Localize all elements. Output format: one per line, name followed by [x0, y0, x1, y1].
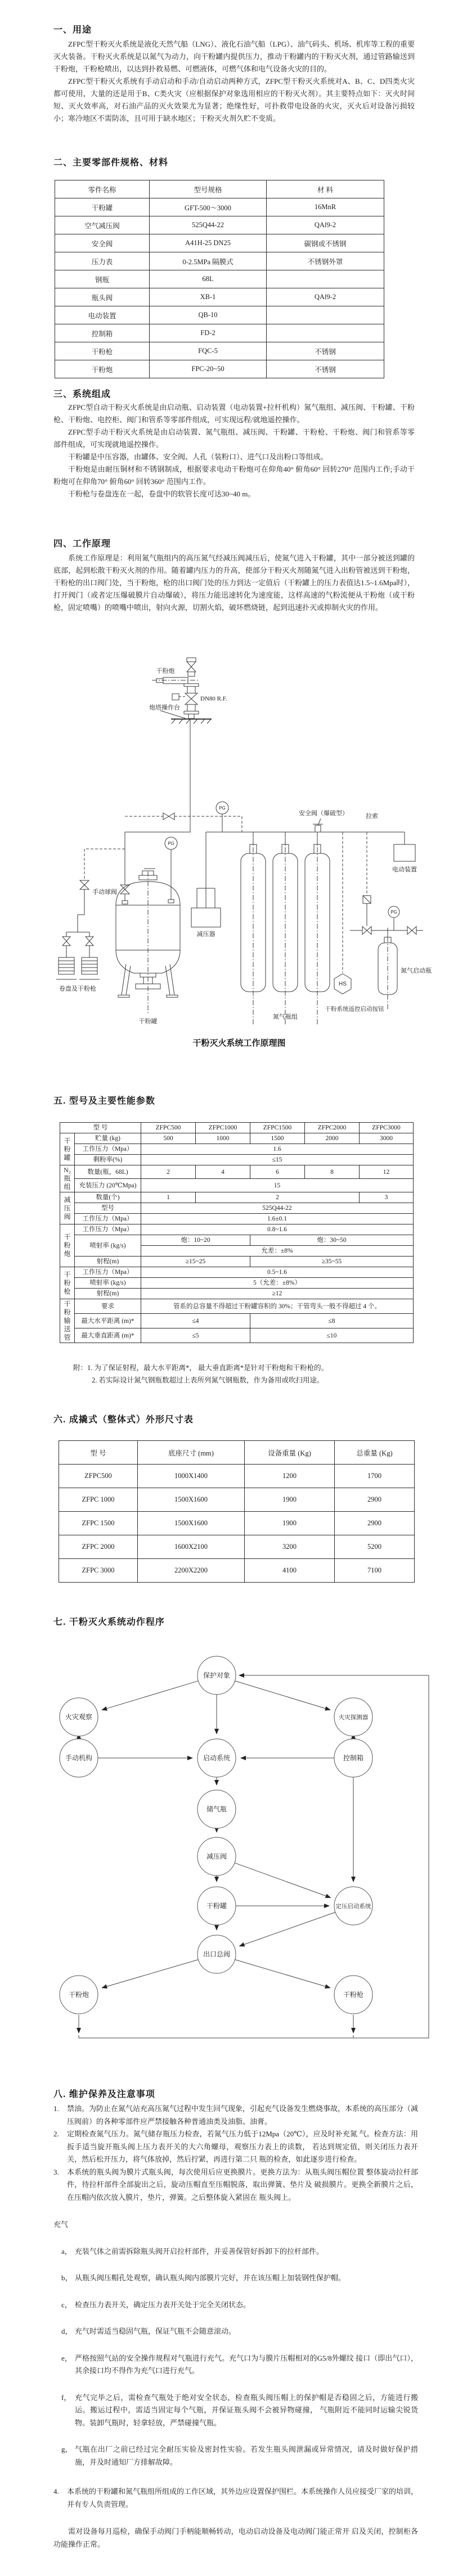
table-cell: 1900 — [245, 1488, 335, 1512]
table-cell: 1200 — [245, 1465, 335, 1488]
hs-label: HS — [339, 981, 347, 987]
table-row — [55, 216, 384, 234]
table-cell: 钢瓶 — [55, 270, 150, 288]
table-cell: 7100 — [335, 1559, 415, 1583]
table-cell: 1500X1600 — [138, 1512, 245, 1535]
remote-control-line — [84, 813, 242, 880]
table-row — [60, 1214, 414, 1224]
table-cell: 4 — [196, 1165, 250, 1179]
item-number: c， — [61, 2300, 72, 2309]
charging-item — [61, 2299, 418, 2312]
table-cell: 总重量 (Kg) — [335, 1441, 415, 1465]
table-cell: 6 — [250, 1165, 305, 1179]
table-row — [60, 1123, 414, 1133]
table-group-cell: 干粉炮 — [60, 1224, 75, 1267]
table-row — [59, 1441, 415, 1465]
flow-edge-fixedstart-outlet — [240, 1912, 335, 1946]
table-cell: 喷射率 (kg/s) — [75, 1278, 141, 1289]
table-group-cell: 干粉罐 — [60, 1133, 75, 1165]
pressure-gauge-1 — [165, 837, 177, 900]
table-row — [60, 1155, 414, 1165]
table-row — [60, 1203, 414, 1214]
table-cell: 空气减压阀 — [55, 216, 150, 234]
item-text: 充气完毕之后，需检查气瓶处于绝对安全状态，检查瓶头阀压帽上的保护帽是否稳固之后，方能进行搬运。搬运过程中，需适当固定每个气瓶，并保证瓶头阀不会被异物碰撞， 气瓶附近不能同时运输尖锐货物。装卸气瓶时，轻拿轻放，严禁碰撞气瓶。 — [75, 2393, 418, 2427]
table-cell: 4100 — [245, 1559, 335, 1583]
table-cell: ≥35~55 — [250, 1257, 414, 1267]
table-cell: 底座尺寸 (mm) — [138, 1441, 245, 1465]
flow-edge-outlet-cannon — [102, 1960, 198, 1988]
paragraph: ZFPC型干粉灭火系统是液化天然气船（LNG）、液化石油气船（LPG）、油气码头、机场、机库等工程的重要灭火装备。干粉灭火系统是以氮气为动力，向干粉罐内提供压力，推动干粉罐内的干粉灭火剂，通过管路输送到干粉炮，干粉枪喷出，以达到扑救易燃、可燃液体，可燃气体和电气设备火灾的目的。 — [53, 40, 415, 73]
table-cell: ZFPC500 — [59, 1465, 138, 1488]
table-cell: 型 号 — [60, 1123, 141, 1133]
table-cell: QAl9-2 — [267, 288, 384, 306]
maintenance-item — [53, 2128, 418, 2166]
section-2-heading: 二、主要零部件规格、材料 — [53, 158, 169, 168]
starter-bottle-symbol — [350, 832, 423, 1011]
cable-label: 拉索 — [366, 813, 378, 820]
table-cell: 控制箱 — [55, 324, 150, 342]
table-cell: 2900 — [335, 1512, 415, 1535]
table-cell: 射程(m) — [75, 1289, 141, 1299]
table-cell: 干粉枪 — [55, 342, 150, 360]
item-text: 充装气体之前需拆除瓶头阀开启拉杆部件，并妥善保管好拆卸下的拉杆部件。 — [75, 2247, 324, 2256]
table-cell: 工作压力（Mpa） — [75, 1224, 141, 1235]
table-cell: 工作压力（Mpa） — [75, 1267, 141, 1278]
table-group-cell: 干粉输送管 — [60, 1299, 75, 1343]
paragraph: ZFPC型手动干粉灭火系统是由启动装置、氮气瓶组、减压阀、干粉罐、干粉枪、干粉炮、阀门和管系等零部件组成，可实现就地遥控操作。 — [53, 428, 415, 449]
starter-bottle-label: 氮气启动瓶 — [401, 968, 432, 974]
table-cell: 型号规格 — [150, 180, 267, 198]
item-text: 充气时需适当稳固气瓶，保证气瓶不会随意滚动。 — [75, 2327, 236, 2335]
closing-paragraph: 需对设备每月巡检，确保手动阀门手柄能顺畅转动，电动启动设备及电动阀门能正常开 启及关闭，控制柜各功能操作正常。 — [53, 2527, 418, 2548]
table-row — [60, 1257, 414, 1267]
table-cell: 材 料 — [267, 180, 384, 198]
table-cell: 500 — [141, 1133, 196, 1144]
flow-node-label-gasbottle: 储气瓶 — [206, 1805, 227, 1813]
table-cell: 工作压力（Mpa） — [75, 1214, 141, 1224]
table-notes — [0, 1362, 467, 1386]
item-number: 1. — [53, 2104, 59, 2113]
table-cell: 不锈钢外罩 — [267, 252, 384, 270]
table-cell: 3200 — [245, 1535, 335, 1559]
safety-valve-label: 安全阀（爆破型） — [299, 810, 348, 817]
table-cell: 充装压力 (20℃Mpa) — [75, 1179, 141, 1192]
paragraph: 干粉枪与卷盘连在一起，卷盘中的软管长度可达30~40 m。 — [68, 490, 255, 498]
table-cell: 压力表 — [55, 252, 150, 270]
table-row — [55, 324, 384, 342]
system-schematic — [0, 647, 467, 1068]
n2-group-label: 氮气瓶组 — [273, 1014, 298, 1020]
paragraph: 系统工作原理是：利用氮气瓶组内的高压氮气经减压阀减压后，使氮气进入干粉罐，其中一部分被送到罐的底部，起到松散干粉灭火剂的作用。随着罐内压力的升高，使部分干粉灭火剂随氮气进入出粉管被送到干粉炮，干粉枪的出口阀门处，当干粉炮，枪的出口阀门处的压力到达一定值后（干粉罐上的压力表值达1.5~1.6Mpa时），打开阀门（或者定压爆破膜片自动爆破），将压力能迅速转化为速度能，这样高速的气粉流便从干粉炮（或干粉枪，固定喷嘴）的喷嘴中喷出，射向火源，切割火焰，破坏燃烧链，起到迅速扑灭或抑制火灾的作用。 — [53, 554, 415, 612]
section-8-heading: 八. 维护保养及注意事项 — [53, 2090, 155, 2099]
remote-button-label: 干粉系统遥控启动按钮 — [325, 1006, 384, 1013]
table-cell: 最大水平距离 (m)* — [75, 1314, 141, 1328]
table-row — [55, 180, 384, 198]
table-row — [60, 1235, 414, 1246]
table-cell: 数量(个) — [75, 1192, 141, 1203]
table-row — [60, 1267, 414, 1278]
nitrogen-cylinder-group — [241, 832, 330, 1024]
flow-node-label-tank: 干粉罐 — [206, 1902, 227, 1910]
table-cell: ZFPC 3000 — [59, 1559, 138, 1583]
flow-edge-outlet-gun — [235, 1960, 330, 1988]
section-1-body — [53, 38, 415, 125]
section-6-heading: 六. 成撬式（整体式）外形尺寸表 — [53, 1415, 194, 1425]
table-cell: 5（允差：±8%） — [141, 1278, 414, 1289]
item-number: d， — [61, 2327, 73, 2335]
section-4-body — [53, 552, 415, 614]
table-cell — [267, 270, 384, 288]
paragraph: ZFPC型自动干粉灭火系统是由启动瓶、启动装置（电动装置+拉杆机构）氮气瓶组、减压阀、干粉罐、干粉枪、干粉炮、电控柜、阀门和管系等零部件组成，可实现远程/就地遥控操作。 — [53, 403, 415, 424]
table-row — [55, 288, 384, 306]
table-cell — [267, 306, 384, 324]
table-cell: 1.6±0.1 — [141, 1214, 414, 1224]
platform-label: 炮塔操作台 — [149, 704, 180, 711]
table-cell: ZFPC500 — [141, 1123, 196, 1133]
table-cell: ≥12 — [141, 1289, 414, 1299]
dimensions-table — [59, 1440, 415, 1583]
section-8-body — [53, 2103, 418, 2551]
table-cell: ≤10 — [250, 1328, 414, 1343]
table-row — [55, 234, 384, 252]
pressure-reducer-symbol — [191, 832, 221, 927]
table-cell: 525Q44-22 — [141, 1203, 414, 1214]
parts-spec-table — [55, 180, 384, 378]
flange-label: DN80 R.F. — [200, 695, 227, 702]
charging-item — [61, 2272, 418, 2285]
table-row — [60, 1192, 414, 1203]
reel-gun-label: 卷盘及干粉枪 — [59, 986, 96, 992]
flow-edge-protect-observe — [102, 1681, 198, 1710]
item-number: 2. — [53, 2130, 59, 2138]
cannon-label: 干粉炮 — [156, 668, 175, 675]
flow-node-label-start: 启动系统 — [203, 1754, 231, 1762]
table-row — [55, 360, 384, 378]
electric-device-label: 电动装置 — [392, 866, 417, 873]
section-5-heading: 五. 型号及主要性能参数 — [53, 1096, 155, 1106]
table-cell: 1000X1400 — [138, 1465, 245, 1488]
table-row — [60, 1278, 414, 1289]
item-number: g， — [61, 2445, 73, 2453]
table-cell: ZFPC2000 — [305, 1123, 360, 1133]
table-cell: 1.6 — [141, 1144, 414, 1155]
table-cell: 16MnR — [267, 198, 384, 216]
table-cell: 型 号 — [59, 1441, 138, 1465]
table-cell: 1 — [141, 1192, 196, 1203]
table-cell: 安全阀 — [55, 234, 150, 252]
table-cell: FPC-20~50 — [150, 360, 267, 378]
table-cell: 干粉罐 — [55, 198, 150, 216]
pg3-label: PG — [390, 910, 397, 915]
pg1-label: PG — [168, 841, 174, 846]
item-number: e， — [61, 2353, 72, 2362]
table-cell: 干粉炮 — [55, 360, 150, 378]
table-cell: 设备重量 (Kg) — [245, 1441, 335, 1465]
table-cell: ≤15 — [141, 1155, 414, 1165]
item-text: 检查压力表开关，确定压力表开关处于完全关闭状态。 — [75, 2300, 251, 2309]
table-cell: 不锈钢 — [267, 342, 384, 360]
table-cell: ZFPC3000 — [360, 1123, 414, 1133]
remote-start-button-symbol — [334, 832, 351, 994]
charging-item — [61, 2325, 418, 2338]
item-text: 定期检查氮气压力。氮气储存瓶压力检查，若氮气压力低于12Mpa（20℃），应及时补充氮 气。检查方法：用扳手适当旋开瓶头阀上压力表开关的大六角螺母，观察压力表上的读数， 若达到规定值，则关闭压力表开关，然后松开压力，将气体放掉，然后拧紧，再进行第二只 瓶的检查，如此逐步进行检查。 — [67, 2130, 418, 2163]
table-cell: ZFPC 2000 — [59, 1535, 138, 1559]
table-cell: 1000 — [196, 1133, 250, 1144]
maintenance-item — [53, 2103, 418, 2128]
flow-edge-reducer-fixedstart — [235, 1863, 331, 1898]
table-cell: 3000 — [360, 1133, 414, 1144]
table-cell: ZFPC1500 — [250, 1123, 305, 1133]
table-cell: ≤4 — [141, 1314, 250, 1328]
hose-reels-symbol — [56, 932, 100, 979]
table-row — [59, 1488, 415, 1512]
maintenance-item — [53, 2485, 418, 2511]
table-cell: 零件名称 — [55, 180, 150, 198]
table-cell: ≤8 — [250, 1314, 414, 1328]
flow-node-label-gun: 干粉枪 — [343, 1991, 364, 1999]
item-text: 本系统的干粉罐和氮气瓶组所组成的工作区域，其外边应设置保护围栏。本系统操作人员应接受厂家的培训，并有专人负责管理。 — [67, 2487, 419, 2509]
charging-item — [61, 2443, 418, 2469]
manual-ball-valve-label: 手动球阀 — [92, 889, 117, 896]
note-line: 附：1. 为了保证射程，最大水平距离*， 最大垂直距离*是针对干粉炮和干粉枪的。 — [73, 1364, 329, 1372]
charging-item — [61, 2352, 418, 2378]
flow-node-label-manual: 手动机构 — [65, 1754, 93, 1762]
table-cell: FQC-5 — [150, 342, 267, 360]
powder-tank-label: 干粉罐 — [138, 1018, 158, 1025]
table-cell: ZFPC 1500 — [59, 1512, 138, 1535]
table-row — [60, 1165, 414, 1179]
table-row — [60, 1179, 414, 1192]
section-3-heading: 三、系统组成 — [53, 390, 111, 399]
table-cell: 1600X2100 — [138, 1535, 245, 1559]
table-cell: 0-2.5MPa 隔膜式 — [150, 252, 267, 270]
flow-node-label-detector: 火灾探测器 — [338, 1715, 369, 1721]
table-cell: XB-1 — [150, 288, 267, 306]
flow-node-label-control: 控制箱 — [343, 1754, 364, 1762]
table-cell: ≤5 — [141, 1328, 250, 1343]
section-1-heading: 一、用途 — [53, 25, 92, 35]
table-cell: 管系的总容量不得超过干粉罐容积的 30%；干管弯头一般不得超过 4 个。 — [141, 1299, 414, 1314]
paragraph: 干粉炮是由耐压铜材和不锈钢制成，根据要求电动干粉炮可在仰角40° 俯角60° 回转270° 范围内工作;手动干粉炮可在仰角70° 俯角60° 回转360° 范围内工作。 — [53, 465, 415, 486]
table-cell: 1500X1600 — [138, 1488, 245, 1512]
section-3-body — [53, 401, 415, 500]
paragraph: 干粉罐是中压容器，由罐体、安全阀、人孔（装粉口）、进气口及出粉口等组成。 — [68, 453, 328, 461]
table-cell: 最大垂直距离 (m)* — [75, 1328, 141, 1343]
table-cell: 电动装置 — [55, 306, 150, 324]
table-cell: A41H-25 DN25 — [150, 234, 267, 252]
table-cell: QAl9-2 — [267, 216, 384, 234]
table-cell: 喷射率 (kg/s) — [75, 1235, 141, 1257]
table-cell: 2000 — [305, 1133, 360, 1144]
table-cell: 2900 — [335, 1488, 415, 1512]
flow-node-label-reducer: 减压阀 — [206, 1852, 227, 1860]
table-cell: QB-10 — [150, 306, 267, 324]
table-cell: ZFPC 1000 — [59, 1488, 138, 1512]
table-row — [55, 198, 384, 216]
table-cell: 剩粉率(%) — [75, 1155, 141, 1165]
paragraph: ZFPC型干粉灭火系统有手动启动和手动/自动启动两种方式，ZFPC型干粉灭火系统对A、B、C、D四类火灾都可使用，大量的还是用于B、C类火灾（应根据保护对象选用相应的干粉灭火剂）。其主要特点如下：灭火时间短、灭火效率高，对石油产品的灭火效果尤为显著；绝缘性好，可扑救带电设备的火灾，灭火后对设备污损较小；寒冷地区不需防冻，且可用于缺水地区；干粉灭火剂久贮不变质。 — [53, 77, 415, 123]
table-cell: 贮量 (kg) — [75, 1133, 141, 1144]
table-cell: 工作压力（Mpa） — [75, 1144, 141, 1155]
table-group-cell: N₂瓶组 — [60, 1165, 75, 1192]
item-text: 本系统的瓶头阀为膜片式瓶头阀，每次使用后应更换膜片。更换方法为：从瓶头阀压帽位置 整体旋动拉杆部件，待拉杆部件全部旋出之后，旋动压帽直至压帽脱落，取出弹簧、垫片及 破损膜片。更换全新膜片之后，在压帽内依次放入膜片，垫片，弹簧。之后整体旋入紧固在 瓶头阀上。 — [67, 2167, 418, 2202]
table-cell: 炮：10~20 — [141, 1235, 250, 1246]
table-row — [60, 1328, 414, 1343]
table-cell: 碳钢或不锈钢 — [267, 234, 384, 252]
flow-node-label-outlet: 出口总阀 — [203, 1950, 231, 1958]
reducer-label: 减压器 — [196, 931, 215, 938]
table-row — [59, 1535, 415, 1559]
table-cell: 0.8~1.6 — [141, 1224, 414, 1235]
item-number: f， — [61, 2393, 71, 2402]
action-flowchart — [0, 1647, 467, 2066]
section-4-heading: 四、工作原理 — [53, 539, 111, 549]
table-cell: FD-2 — [150, 324, 267, 342]
table-row — [55, 252, 384, 270]
item-number: 4. — [53, 2487, 59, 2496]
charging-item — [61, 2245, 418, 2258]
charging-subheading: 充气 — [53, 2220, 69, 2229]
table-cell: 2 — [141, 1165, 196, 1179]
item-number: b， — [61, 2274, 73, 2282]
table-cell: 型号 — [75, 1203, 141, 1214]
table-cell: 1900 — [245, 1512, 335, 1535]
table-cell: 15 — [141, 1179, 414, 1192]
table-cell: 68L — [150, 270, 267, 288]
flow-node-label-fixedstart: 定压启动系统 — [335, 1904, 371, 1910]
section-7-heading: 七. 干粉灭火系统动作程序 — [53, 1617, 165, 1627]
flow-node-label-observe: 火灾观察 — [65, 1713, 93, 1721]
flow-node-label-protect: 保护对象 — [203, 1671, 231, 1679]
table-row — [59, 1512, 415, 1535]
table-row — [55, 342, 384, 360]
flow-edge-protect-detector — [235, 1681, 330, 1710]
table-cell: 瓶头阀 — [55, 288, 150, 306]
table-cell: 2 — [196, 1192, 360, 1203]
table-cell: 0.5~1.6 — [141, 1267, 414, 1278]
table-cell: 2200X2200 — [138, 1559, 245, 1583]
table-row — [60, 1299, 414, 1314]
item-number: 3. — [53, 2167, 59, 2176]
table-cell: 炮：30~50 — [250, 1235, 414, 1246]
table-cell: 要求 — [75, 1299, 141, 1314]
table-row — [60, 1289, 414, 1299]
table-cell: 5200 — [335, 1535, 415, 1559]
schematic-caption: 干粉灭火系统工作原理图 — [192, 1038, 286, 1048]
table-cell: GFT-500～3000 — [150, 198, 267, 216]
table-cell — [267, 324, 384, 342]
table-cell: ≥15~25 — [141, 1257, 250, 1267]
item-text: 禁油。为防止在氮气站充高压氮气过程中发生回气现象，引起充气设备发生燃烧事故，本系统的高压部分（减压阀前）的各种零部件应严禁接触各种普通油类及油脂、油膏。 — [67, 2104, 419, 2126]
table-row — [55, 270, 384, 288]
table-cell: 8 — [305, 1165, 360, 1179]
item-text: 严格按照气站的安全操作规程对气瓶进行充气。充气口为与膜片压帽相对的G5/8外螺纹 接口（即出气口），其余接口均不得作为充气口进行充气。 — [75, 2353, 418, 2375]
table-row — [60, 1314, 414, 1328]
table-row — [60, 1133, 414, 1144]
table-cell: 1500 — [250, 1133, 305, 1144]
item-text: 气瓶在出厂之前已经过完全耐压实验及密封性实验。若发生瓶头阀泄漏或异常情况，请及时做好保护措施，并及时通知厂方排解故障。 — [75, 2445, 418, 2466]
powder-pipe — [120, 719, 190, 904]
table-cell: 不锈钢 — [267, 360, 384, 378]
pg2-label: PG — [219, 806, 226, 811]
table-row — [59, 1559, 415, 1583]
table-group-cell: 减压阀 — [60, 1192, 75, 1224]
flowchart-content — [60, 1656, 429, 2038]
performance-table — [60, 1122, 414, 1343]
flow-node-label-cannon: 干粉炮 — [68, 1991, 89, 1999]
maintenance-item — [53, 2166, 418, 2204]
table-cell: 1700 — [335, 1465, 415, 1488]
table-row — [55, 306, 384, 324]
table-cell: ZFPC1000 — [196, 1123, 250, 1133]
manual-ball-valve-symbol — [78, 880, 89, 932]
item-text: 从瓶头阀压帽孔处观察，确认瓶头阀内部膜片完好，并在该压帽上加装钢性保护帽。 — [75, 2274, 346, 2282]
table-row — [60, 1144, 414, 1155]
table-cell: 数量(瓶，68L) — [75, 1165, 141, 1179]
table-cell: 允差：±8% — [141, 1246, 414, 1257]
table-cell: 射程(m) — [75, 1257, 141, 1267]
charging-item — [61, 2392, 418, 2430]
flow-rail — [79, 1675, 429, 2038]
table-row — [60, 1224, 414, 1235]
item-number: a， — [61, 2247, 72, 2256]
table-cell: 3 — [360, 1192, 414, 1203]
table-group-cell: 干粉枪 — [60, 1267, 75, 1299]
table-cell: 525Q44-22 — [150, 216, 267, 234]
note-line: 2. 若实际设计氮气钢瓶数超过上表所列氮气钢瓶数，作为备用或吹扫用途。 — [92, 1376, 324, 1384]
table-cell: 12 — [360, 1165, 414, 1179]
table-row — [59, 1465, 415, 1488]
